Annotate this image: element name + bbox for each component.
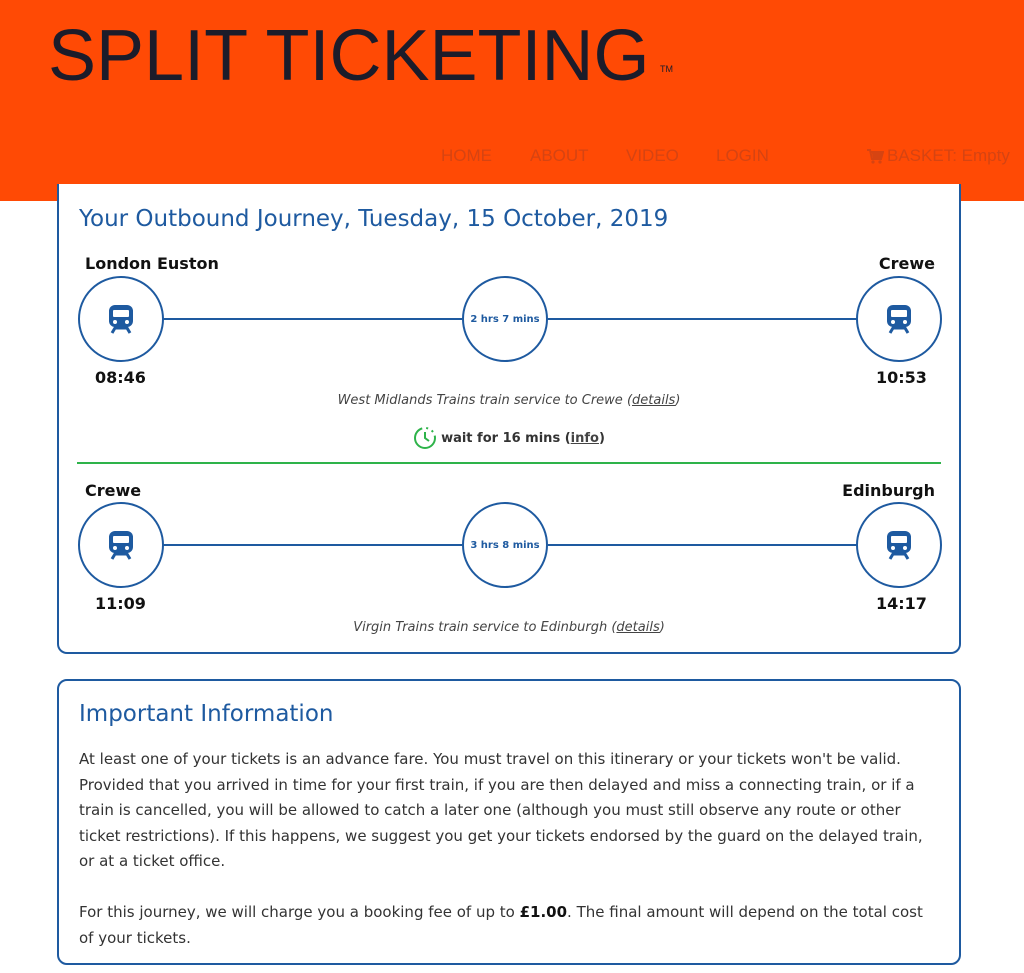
leg2-duration: 3 hrs 8 mins (470, 539, 540, 551)
leg2-route-line-left (162, 544, 462, 546)
basket-button[interactable] (867, 146, 1010, 166)
nav-about-link[interactable]: ABOUT (530, 146, 589, 165)
leg2-details-link[interactable]: details (616, 620, 660, 635)
outbound-journey-card (57, 184, 961, 654)
fee-suffix: . The final amount will depend on the total cost of your tickets. (79, 903, 923, 947)
leg2-service-description (59, 620, 959, 635)
important-information-card (57, 679, 961, 965)
leg2-depart-time: 11:09 (95, 594, 146, 613)
leg2-origin-station: Crewe (85, 481, 142, 500)
info-title: Important Information (79, 701, 334, 727)
train-icon (105, 303, 137, 335)
fee-amount: £1.00 (519, 903, 568, 921)
leg1-details-link[interactable]: details (632, 393, 676, 408)
leg1-service-description (59, 393, 959, 408)
leg1-destination-marker (856, 276, 942, 362)
train-icon (105, 529, 137, 561)
leg1-arrive-time: 10:53 (876, 368, 927, 387)
leg1-depart-time: 08:46 (95, 368, 146, 387)
connection-wait (59, 426, 959, 450)
train-icon (883, 529, 915, 561)
leg2-duration-marker (462, 502, 548, 588)
leg1-service-close: ) (675, 393, 681, 408)
info-advance-fare-paragraph: At least one of your tickets is an advance fare. You must travel on this itinerary or your tickets won't be valid. Provided that you arrived in time for your first train, if you are then delayed and miss a connecting train, or if a train is cancelled, you will be allowed to catch a later one (although you must still observe any route or other ticket restrictions). If this happens, we suggest you get your tickets endorsed by the guard on the delayed train, or at a ticket office. (79, 750, 923, 870)
info-booking-fee-paragraph (79, 900, 941, 951)
leg1-duration: 2 hrs 7 mins (470, 313, 540, 325)
leg1-duration-marker (462, 276, 548, 362)
clock-icon (413, 426, 437, 450)
leg1-service-text: West Midlands Trains train service to Crewe ( (337, 393, 633, 408)
leg2-destination-station: Edinburgh (842, 481, 935, 500)
leg1-route-line-right (548, 318, 858, 320)
train-icon (883, 303, 915, 335)
fee-prefix: For this journey, we will charge you a booking fee of up to (79, 903, 520, 921)
leg2-service-text: Virgin Trains train service to Edinburgh ( (353, 620, 617, 635)
leg2-destination-marker (856, 502, 942, 588)
cart-icon (867, 149, 884, 164)
leg1-destination-station: Crewe (878, 254, 935, 273)
journey-title: Your Outbound Journey, Tuesday, 15 October, 2019 (79, 206, 669, 232)
wait-close: ) (598, 430, 605, 446)
leg1-route-line-left (162, 318, 462, 320)
wait-text: wait for 16 mins ( (441, 430, 571, 446)
leg1-origin-marker (78, 276, 164, 362)
site-logo[interactable]: SPLIT TICKETING (48, 16, 650, 96)
site-header (0, 0, 1024, 201)
connection-divider (77, 462, 941, 464)
leg2-route-line-right (548, 544, 858, 546)
trademark-mark: TM (660, 64, 673, 74)
leg2-service-close: ) (659, 620, 665, 635)
basket-label: BASKET: Empty (887, 146, 1010, 165)
nav-video-link[interactable]: VIDEO (626, 146, 679, 165)
wait-info-link[interactable]: info (570, 430, 599, 446)
leg1-origin-station: London Euston (85, 254, 219, 273)
leg2-origin-marker (78, 502, 164, 588)
leg2-arrive-time: 14:17 (876, 594, 927, 613)
nav-home-link[interactable]: HOME (441, 146, 492, 165)
nav-login-link[interactable]: LOGIN (716, 146, 769, 165)
